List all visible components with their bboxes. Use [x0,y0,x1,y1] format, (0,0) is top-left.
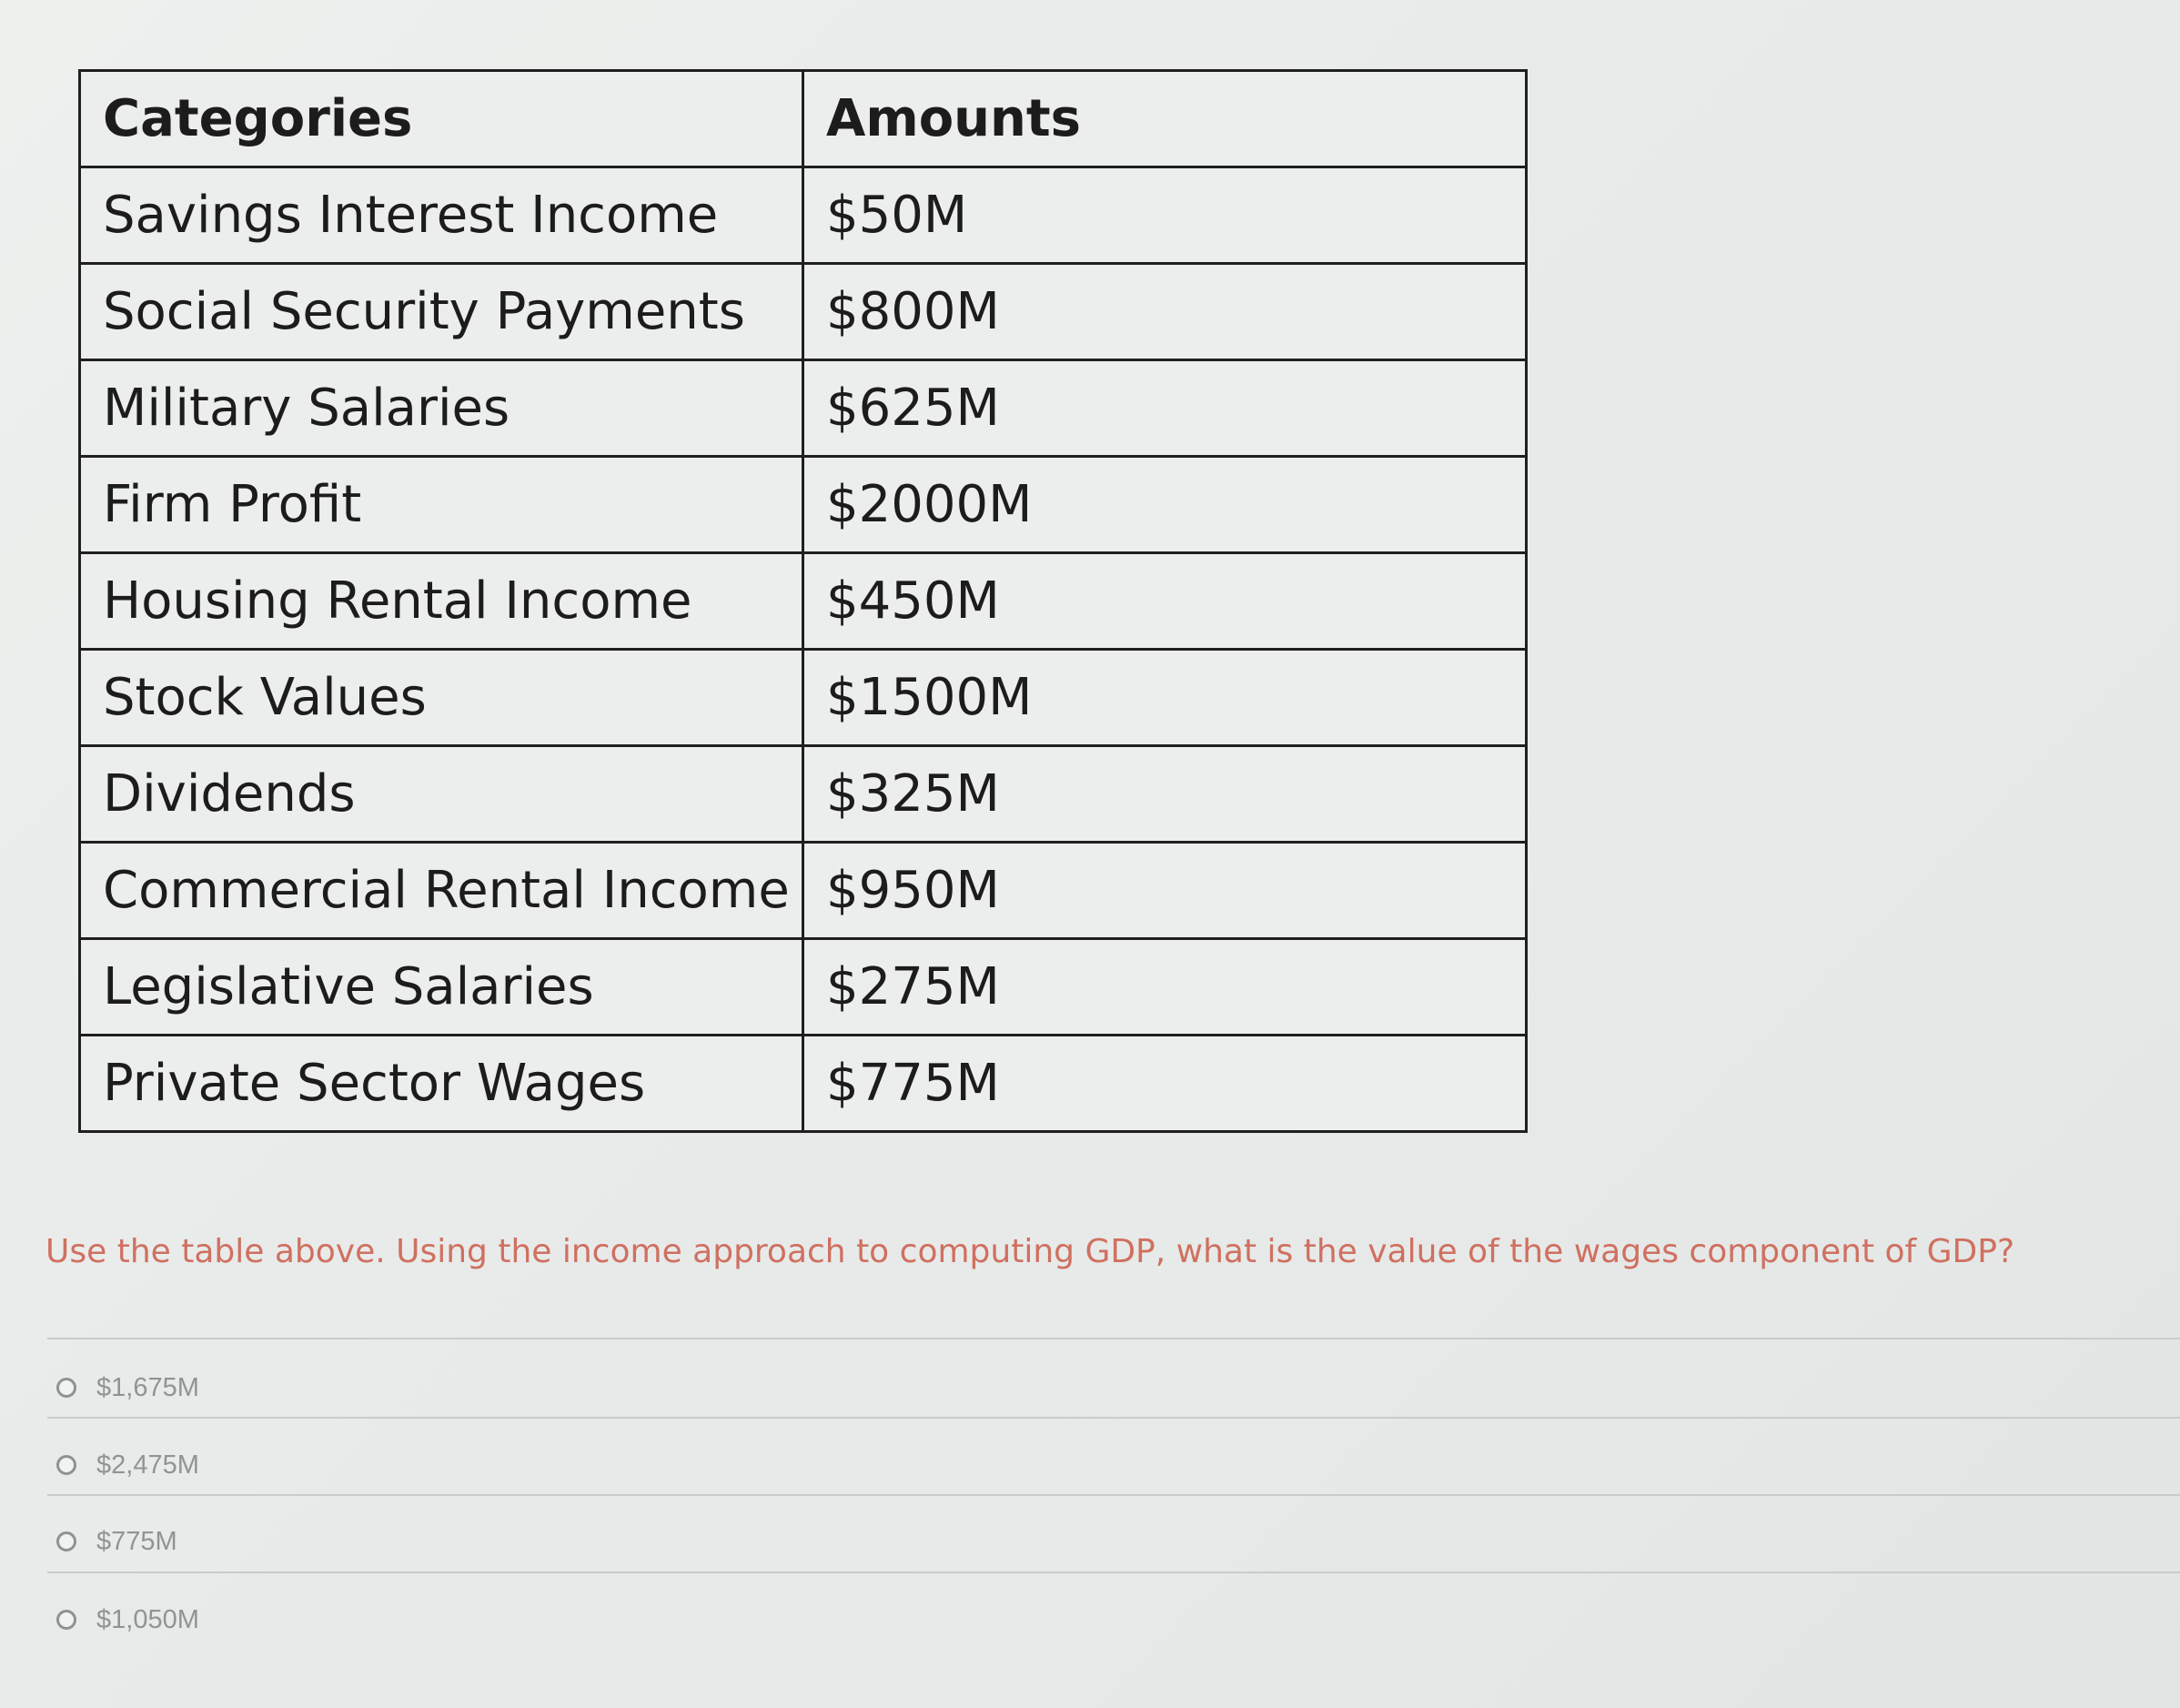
table-header-row [80,71,1527,167]
amount-cell: $950M [803,843,1527,939]
option-label: $1,675M [96,1372,199,1402]
amount-cell: $1500M [803,650,1527,746]
category-cell: Savings Interest Income [80,167,803,264]
radio-button[interactable] [56,1378,76,1398]
divider [47,1338,2180,1339]
table-row [80,457,1527,553]
amount-cell: $775M [803,1036,1527,1132]
radio-button[interactable] [56,1455,76,1475]
radio-button[interactable] [56,1531,76,1551]
table-row [80,746,1527,843]
category-cell: Commercial Rental Income [80,843,803,939]
divider [47,1572,2180,1573]
amount-cell: $2000M [803,457,1527,553]
income-table [78,69,1528,1133]
option-label: $2,475M [96,1450,199,1480]
amount-cell: $325M [803,746,1527,843]
option-label: $775M [96,1526,177,1556]
header-amounts: Amounts [803,71,1527,167]
table-row [80,1036,1527,1132]
category-cell: Housing Rental Income [80,553,803,650]
category-cell: Military Salaries [80,360,803,457]
category-cell: Firm Profit [80,457,803,553]
divider [47,1494,2180,1496]
answer-option[interactable] [56,1519,177,1564]
category-cell: Social Security Payments [80,264,803,360]
amount-cell: $450M [803,553,1527,650]
radio-button[interactable] [56,1610,76,1630]
category-cell: Legislative Salaries [80,939,803,1036]
category-cell: Stock Values [80,650,803,746]
category-cell: Private Sector Wages [80,1036,803,1132]
option-label: $1,050M [96,1604,199,1634]
amount-cell: $275M [803,939,1527,1036]
table-row [80,939,1527,1036]
answer-option[interactable] [56,1442,199,1488]
amount-cell: $800M [803,264,1527,360]
answer-option[interactable] [56,1365,199,1410]
table-row [80,264,1527,360]
category-cell: Dividends [80,746,803,843]
table-row [80,167,1527,264]
question-text: Use the table above. Using the income approach to computing GDP, what is the value of the wages component of GDP? [45,1233,2015,1270]
amount-cell: $625M [803,360,1527,457]
divider [47,1417,2180,1419]
table-row [80,843,1527,939]
table-row [80,650,1527,746]
amount-cell: $50M [803,167,1527,264]
header-categories: Categories [80,71,803,167]
answer-option[interactable] [56,1597,199,1642]
table-row [80,360,1527,457]
table-row [80,553,1527,650]
